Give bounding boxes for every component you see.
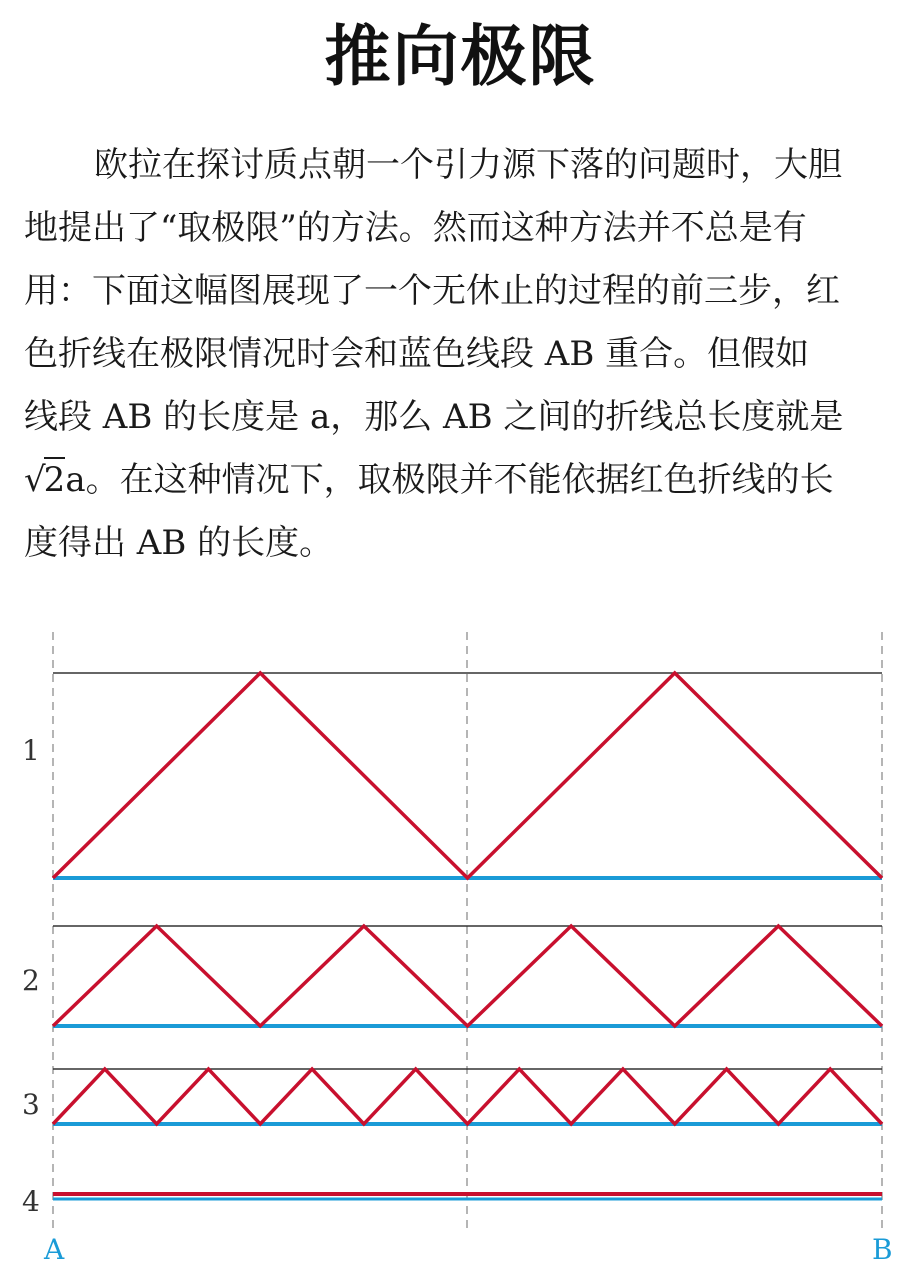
sqrt-symbol: √ bbox=[24, 460, 46, 500]
step-label-3: 3 bbox=[22, 1088, 40, 1121]
paragraph-line-2: 地提出了“取极限”的方法。然而这种方法并不总是有 bbox=[24, 208, 807, 248]
page-title: 推向极限 bbox=[324, 18, 597, 95]
paragraph-line-4: 色折线在极限情况时会和蓝色线段 AB 重合。但假如 bbox=[24, 334, 810, 374]
formula-variable: a bbox=[65, 460, 86, 500]
endpoint-label-a: A bbox=[44, 1233, 65, 1266]
step-label-1: 1 bbox=[22, 734, 40, 767]
paragraph-line-7: 度得出 AB 的长度。 bbox=[24, 523, 334, 563]
sqrt-radicand: 2 bbox=[44, 457, 66, 500]
paragraph-line-1: 欧拉在探讨质点朝一个引力源下落的问题时，大胆 bbox=[94, 145, 842, 185]
paragraph-line-6-text: 。在这种情况下，取极限并不能依据红色折线的长 bbox=[85, 460, 834, 500]
paragraph-line-3: 用：下面这幅图展现了一个无休止的过程的前三步，红 bbox=[24, 271, 840, 311]
step-label-4: 4 bbox=[22, 1185, 40, 1218]
endpoint-label-b: B bbox=[872, 1233, 893, 1266]
step-label-2: 2 bbox=[22, 964, 40, 997]
paragraph-line-5: 线段 AB 的长度是 a，那么 AB 之间的折线总长度就是 bbox=[24, 397, 844, 437]
